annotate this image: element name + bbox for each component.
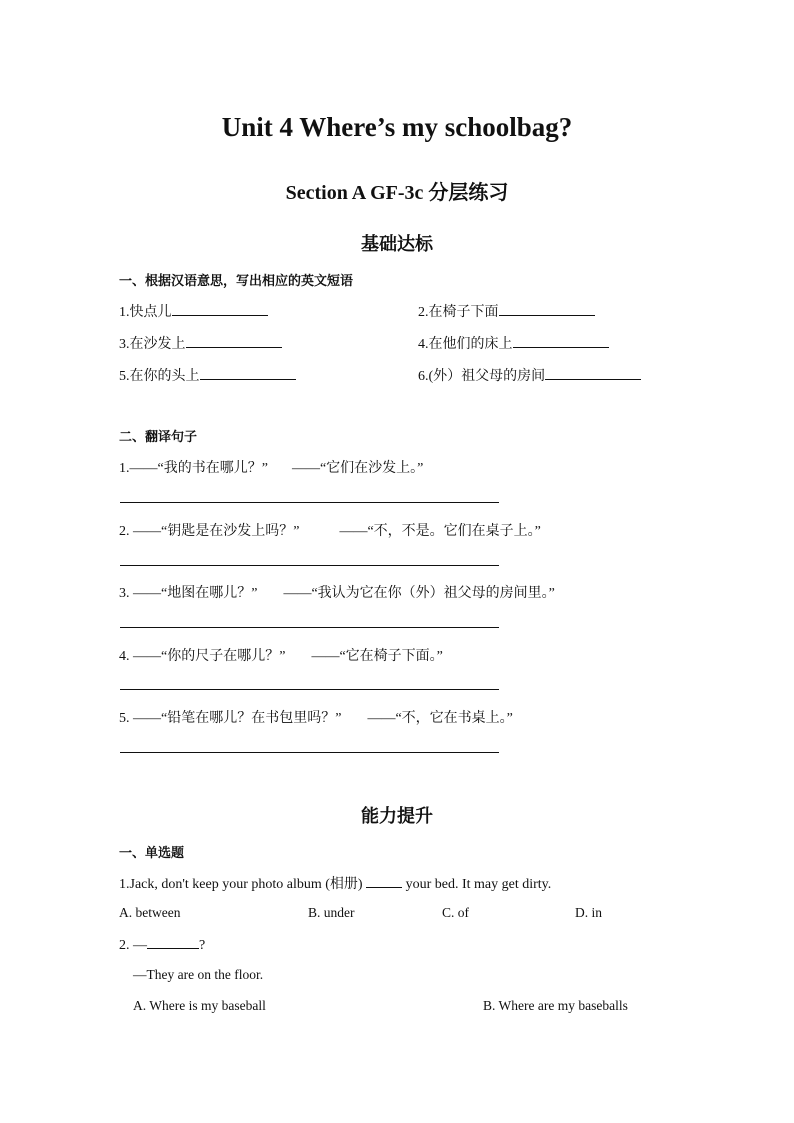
answer-blank[interactable] — [172, 301, 268, 316]
translate-answer: ——“不，它在书桌上。” — [367, 711, 513, 726]
translate-question: 4. ——“你的尺子在哪儿？” — [119, 649, 286, 664]
answer-blank[interactable] — [147, 936, 199, 949]
phrase-item — [418, 333, 609, 353]
phrase-prompt: 4.在他们的床上 — [418, 337, 513, 352]
translate-answer: ——“不，不是。它们在桌子上。” — [339, 524, 541, 539]
phrase-item — [418, 365, 641, 385]
answer-blank[interactable] — [499, 301, 595, 316]
translate-item — [119, 645, 443, 665]
phrase-prompt: 6.(外）祖父母的房间 — [418, 369, 546, 384]
answer-line[interactable] — [120, 752, 499, 753]
translate-question: 3. ——“地图在哪儿？” — [119, 586, 258, 601]
answer-blank[interactable] — [186, 333, 282, 348]
part-heading-phrases: 一、根据汉语意思，写出相应的英文短语 — [119, 273, 354, 288]
section-heading-advanced: 能力提升 — [361, 806, 433, 826]
answer-line[interactable] — [120, 689, 499, 690]
phrase-prompt: 3.在沙发上 — [119, 337, 186, 352]
translate-question: 1.——“我的书在哪儿？” — [119, 461, 268, 476]
section-heading-basic: 基础达标 — [361, 234, 433, 254]
option-a[interactable]: A. Where is my baseball — [133, 998, 266, 1013]
option-a[interactable]: A. between — [119, 905, 181, 920]
phrase-item — [418, 301, 595, 321]
page-title: Unit 4 Where’s my schoolbag? — [221, 112, 573, 142]
translate-answer: ——“我认为它在你（外）祖父母的房间里。” — [283, 586, 555, 601]
translate-item — [119, 707, 513, 727]
mc-question-1 — [119, 873, 551, 893]
answer-blank[interactable] — [366, 875, 402, 888]
translate-answer: ——“它们在沙发上。” — [291, 461, 424, 476]
phrase-prompt: 1.快点儿 — [119, 305, 172, 320]
phrase-item — [119, 365, 296, 385]
question-prefix: 2. — — [119, 938, 147, 953]
answer-blank[interactable] — [200, 365, 296, 380]
option-d[interactable]: D. in — [575, 905, 602, 920]
page-subtitle: Section A GF-3c 分层练习 — [285, 182, 509, 204]
part-heading-mc: 一、单选题 — [119, 845, 185, 860]
question-text-after: your bed. It may get dirty. — [402, 877, 552, 892]
translate-item — [119, 582, 555, 602]
option-b[interactable]: B. under — [308, 905, 355, 920]
option-b[interactable]: B. Where are my baseballs — [483, 998, 628, 1013]
answer-blank[interactable] — [545, 365, 641, 380]
answer-line[interactable] — [120, 502, 499, 503]
option-c[interactable]: C. of — [442, 905, 469, 920]
question-text-before: 1.Jack, don't keep your photo album (相册) — [119, 877, 367, 892]
part-heading-translate: 二、翻译句子 — [119, 429, 198, 444]
phrase-item — [119, 301, 268, 321]
translate-item — [119, 520, 541, 540]
question-suffix: ? — [199, 938, 206, 953]
question-response: —They are on the floor. — [133, 967, 264, 982]
phrase-item — [119, 333, 282, 353]
mc-question-2 — [119, 936, 205, 954]
phrase-prompt: 2.在椅子下面 — [418, 305, 499, 320]
answer-line[interactable] — [120, 565, 499, 566]
translate-question: 5. ——“铅笔在哪儿？在书包里吗？” — [119, 711, 342, 726]
phrase-prompt: 5.在你的头上 — [119, 369, 200, 384]
translate-question: 2. ——“钥匙是在沙发上吗？” — [119, 524, 300, 539]
answer-blank[interactable] — [513, 333, 609, 348]
translate-item — [119, 457, 423, 477]
answer-line[interactable] — [120, 627, 499, 628]
translate-answer: ——“它在椅子下面。” — [311, 649, 443, 664]
